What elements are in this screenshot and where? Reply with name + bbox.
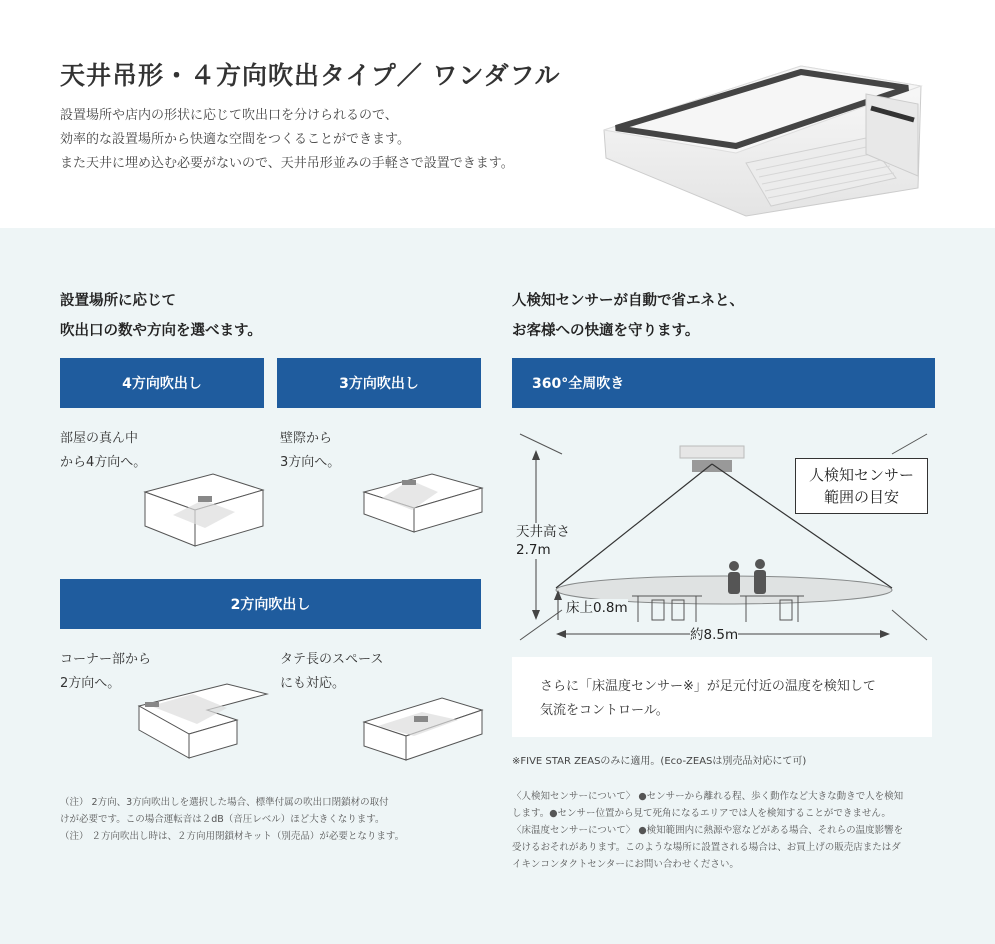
ceiling-height-label xyxy=(516,523,570,559)
ceiling-height-line-2: 2.7m xyxy=(516,542,551,558)
right-heading-line-1: 人検知センサーが自動で省エネと、 xyxy=(512,293,744,309)
left-note-line-1: （注） 2方向、3方向吹出しを選択した場合、標準付属の吹出口閉鎖材の取付 xyxy=(60,797,389,808)
desc-2way-corner-line-2: 2方向へ。 xyxy=(60,676,121,691)
callout-line-1: 人検知センサー xyxy=(808,466,914,484)
intro-line-1: 設置場所や店内の形状に応じて吹出口を分けられるので、 xyxy=(60,108,398,123)
left-heading-line-1: 設置場所に応じて xyxy=(60,293,176,309)
left-notes xyxy=(60,794,404,845)
desc-4way-line-2: から4方向へ。 xyxy=(60,455,147,470)
right-note-line-4: 受けるおそれがあります。このような場所に設置される場合は、お買上げの販売店またはダ xyxy=(512,842,901,853)
floor-sensor-text xyxy=(540,675,876,723)
room-2way-corner-illustration xyxy=(137,680,269,760)
room-2way-long-illustration xyxy=(362,694,484,764)
right-note-line-2: します。●センサー位置から見て死角になるエリアでは人を検知することができません。 xyxy=(512,808,891,819)
left-heading xyxy=(60,286,262,346)
page-title: 天井吊形・４方向吹出タイプ／ ワンダフル xyxy=(60,61,561,90)
right-note-line-1: 〈人検知センサーについて〉 ●センサーから離れる程、歩く動作など大きな動きで人を検知 xyxy=(512,791,904,802)
callout-line-2: 範囲の目安 xyxy=(823,488,899,506)
desc-3way-line-2: 3方向へ。 xyxy=(280,455,341,470)
left-heading-line-2: 吹出口の数や方向を選べます。 xyxy=(60,323,262,339)
desc-3way-line-1: 壁際から xyxy=(280,431,333,446)
bar-360: 360°全周吹き xyxy=(512,358,935,408)
desc-4way-line-1: 部屋の真ん中 xyxy=(60,431,139,446)
intro-line-3: また天井に埋め込む必要がないので、天井吊形並みの手軽さで設置できます。 xyxy=(60,156,514,171)
sensor-range-callout xyxy=(795,458,928,514)
floor-sensor-line-1: さらに「床温度センサー※」が足元付近の温度を検知して xyxy=(540,679,876,694)
intro-line-2: 効率的な設置場所から快適な空間をつくることができます。 xyxy=(60,132,410,147)
desc-2way-long-line-1: タテ長のスペース xyxy=(280,652,384,667)
room-3way-illustration xyxy=(362,470,484,536)
left-note-line-3: （注） ２方向吹出し時は、２方向用閉鎖材キット（別売品）が必要となります。 xyxy=(60,831,405,842)
floor-sensor-line-2: 気流をコントロール。 xyxy=(540,703,669,718)
air-conditioner-unit-image xyxy=(596,58,926,218)
right-note-line-5: イキンコンタクトセンターにお問い合わせください。 xyxy=(512,859,739,870)
right-heading xyxy=(512,286,744,346)
intro-text xyxy=(60,104,514,176)
room-4way-illustration xyxy=(143,470,265,550)
right-notes xyxy=(512,788,903,873)
left-note-line-2: けが必要です。この場合運転音は２dB（音圧レベル）ほど大きくなります。 xyxy=(60,814,385,825)
width-label: 約8.5m xyxy=(690,627,739,643)
desc-3way xyxy=(280,427,340,475)
top-section xyxy=(0,0,995,228)
floor-sensor-box xyxy=(512,657,932,737)
desc-2way-long xyxy=(280,648,383,696)
right-note-line-3: 〈床温度センサーについて〉 ●検知範囲内に熱源や窓などがある場合、それらの温度影響を xyxy=(512,825,904,836)
desc-2way-corner-line-1: コーナー部から xyxy=(60,652,152,667)
desc-4way xyxy=(60,427,146,475)
bar-2way: 2方向吹出し xyxy=(60,579,481,629)
right-heading-line-2: お客様への快適を守ります。 xyxy=(512,323,700,339)
desc-2way-long-line-2: にも対応。 xyxy=(280,676,346,691)
bar-3way: 3方向吹出し xyxy=(277,358,481,408)
ceiling-height-line-1: 天井高さ xyxy=(516,524,570,540)
five-star-note: ※FIVE STAR ZEASのみに適用。(Eco-ZEASは別売品対応にて可) xyxy=(512,756,807,767)
floor-height-label: 床上0.8m xyxy=(566,600,628,616)
bar-4way: 4方向吹出し xyxy=(60,358,264,408)
